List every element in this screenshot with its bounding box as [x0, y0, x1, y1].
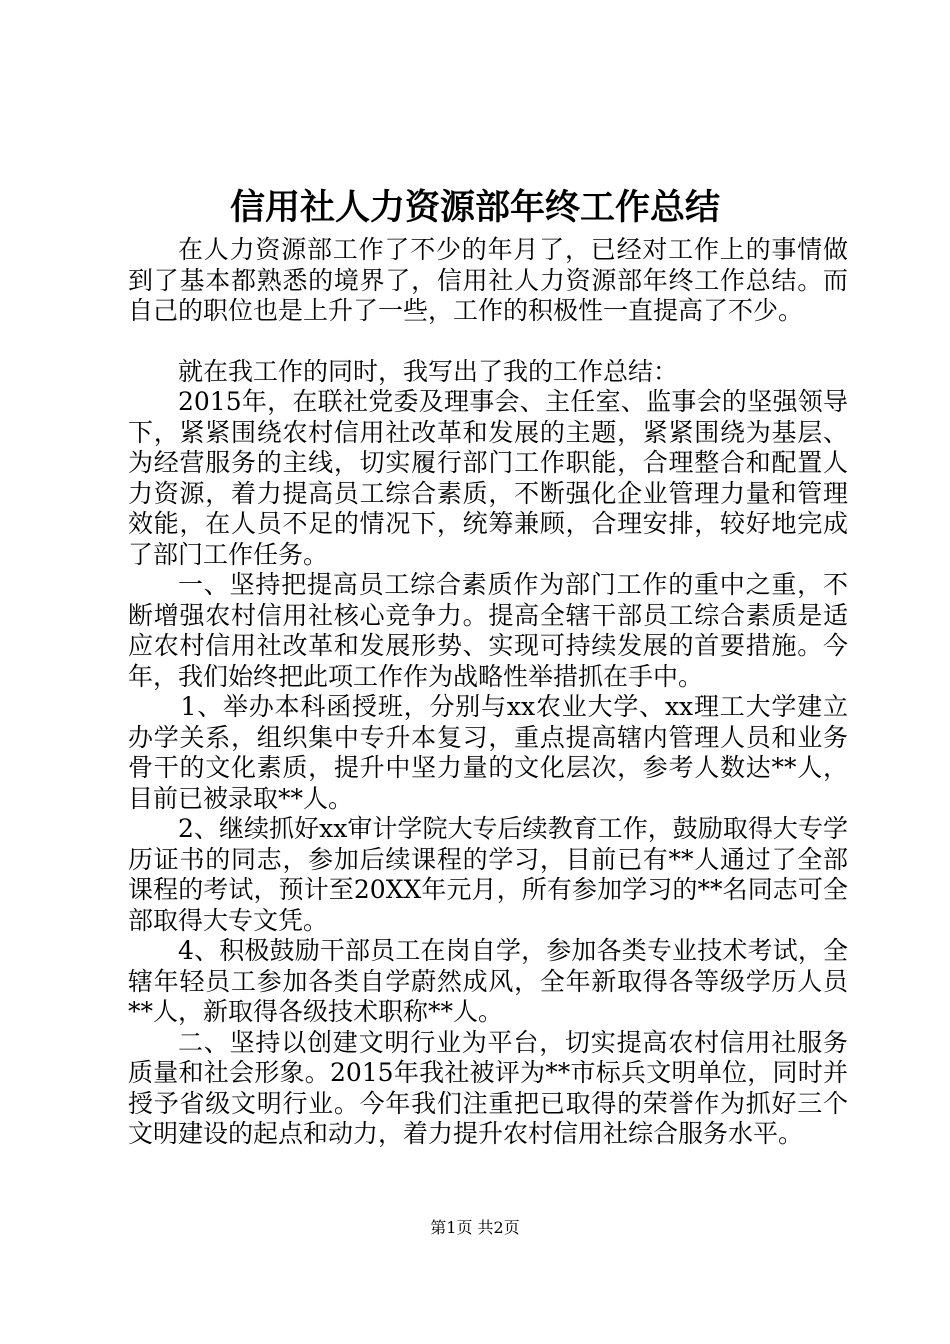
document-title: 信用社人力资源部年终工作总结: [229, 187, 720, 228]
paragraph-overview: 2015年，在联社党委及理事会、主任室、监事会的坚强领导下，紧紧围绕农村信用社改革和发展的主题，紧紧围绕为基层、为经营服务的主线，切实履行部门工作职能，合理整合和配置人力资源，着力提高员工综合素质，不断强化企业管理力量和管理效能，在人员不足的情况下，统筹兼顾，合理安排，较好地完成了部门工作任务。: [128, 387, 848, 569]
paragraph-item-1: 1、举办本科函授班，分别与xx农业大学、xx理工大学建立办学关系，组织集中专升本复习，重点提高辖内管理人员和业务骨干的文化素质，提升中坚力量的文化层次，参考人数达**人，目前已被录取**人。: [128, 692, 848, 813]
paragraph-section-two: 二、坚持以创建文明行业为平台，切实提高农村信用社服务质量和社会形象。2015年我社被评为**市标兵文明单位，同时并授予省级文明行业。今年我们注重把已取得的荣誉作为抓好三个文明建设的起点和动力，着力提升农村信用社综合服务水平。: [128, 1027, 848, 1148]
paragraph-item-4: 4、积极鼓励干部员工在岗自学，参加各类专业技术考试，全辖年轻员工参加各类自学蔚然成风，全年新取得各等级学历人员**人，新取得各级技术职称**人。: [128, 936, 848, 1026]
paragraph-intro: 在人力资源部工作了不少的年月了，已经对工作上的事情做到了基本都熟悉的境界了，信用社人力资源部年终工作总结。而自己的职位也是上升了一些，工作的积极性一直提高了不少。: [128, 235, 848, 325]
page-footer: 第1页 共2页: [430, 1218, 520, 1237]
paragraph-item-2: 2、继续抓好xx审计学院大专后续教育工作，鼓励取得大专学历证书的同志，参加后续课程的学习，目前已有**人通过了全部课程的考试，预计至20XX年元月，所有参加学习的**名同志可全部取得大专文凭。: [128, 814, 848, 935]
document-body: [128, 235, 848, 1150]
paragraph-lead-in: 就在我工作的同时，我写出了我的工作总结：: [178, 356, 679, 386]
paragraph-section-one: 一、坚持把提高员工综合素质作为部门工作的重中之重，不断增强农村信用社核心竞争力。提高全辖干部员工综合素质是适应农村信用社改革和发展形势、实现可持续发展的首要措施。今年，我们始终把此项工作作为战略性举措抓在手中。: [128, 570, 848, 691]
